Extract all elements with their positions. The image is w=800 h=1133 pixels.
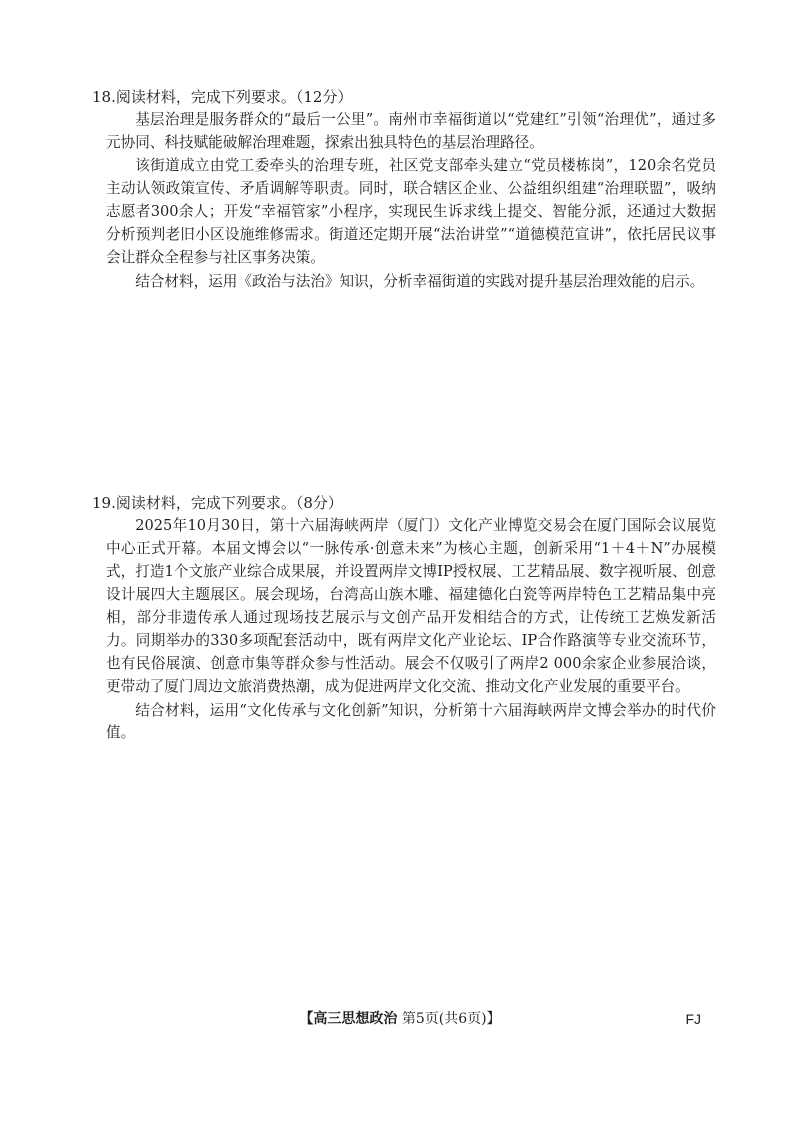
footer-subject: 【高三思想政治 — [299, 1011, 398, 1027]
question-heading: 18.阅读材料，完成下列要求。（12分） — [92, 88, 353, 106]
question-task: 结合材料，运用《政治与法治》知识，分析幸福街道的实践对提升基层治理效能的启示。 — [135, 273, 705, 290]
footer-page-number: 第5页(共6页)】 — [401, 1011, 501, 1027]
material-paragraph: 该街道成立由党工委牵头的治理专班，社区党支部牵头建立“党员楼栋岗”，120余名党员主动认领政策宣传、矛盾调解等职责。同时，联合辖区企业、公益组织组建“治理联盟”，吸纳志愿者300余人；开发“幸福管家”小程序，实现民生诉求线上提交、智能分派，还通过大数据分析预判老旧小区设施维修需求。街道还定期开展“法治讲堂”“道德模范宣讲”，依托居民议事会让群众全程参与社区事务决策。 — [106, 157, 716, 266]
question-task: 结合材料，运用“文化传承与文化创新”知识，分析第十六届海峡两岸文博会举办的时代价值。 — [106, 702, 716, 741]
page-footer — [0, 1008, 800, 1030]
material-paragraph: 基层治理是服务群众的“最后一公里”。南州市幸福街道以“党建红”引领“治理优”，通过多元协同、科技赋能破解治理难题，探索出独具特色的基层治理路径。 — [106, 111, 716, 151]
question-heading: 19.阅读材料，完成下列要求。（8分） — [92, 494, 343, 512]
question-18 — [92, 86, 716, 293]
question-19 — [92, 492, 716, 744]
footer-page-info — [0, 1008, 800, 1030]
footer-region-code: FJ — [685, 1011, 701, 1027]
material-paragraph: 2025年10月30日，第十六届海峡两岸（厦门）文化产业博览交易会在厦门国际会议展览中心正式开幕。本届文博会以“一脉传承·创意未来”为核心主题，创新采用“1＋4＋N”办展模式，打造1个文旅产业综合成果展，并设置两岸文博IP授权展、工艺精品展、数字视听展、创意设计展四大主题展区。展会现场，台湾高山族木雕、福建德化白瓷等两岸特色工艺精品集中亮相，部分非遗传承人通过现场技艺展示与文创产品开发相结合的方式，让传统工艺焕发新活力。同期举办的330多项配套活动中，既有两岸文化产业论坛、IP合作路演等专业交流环节，也有民俗展演、创意市集等群众参与性活动。展会不仅吸引了两岸2 000余家企业参展洽谈，更带动了厦门周边文旅消费热潮，成为促进两岸文化交流、推动文化产业发展的重要平台。 — [106, 517, 716, 695]
